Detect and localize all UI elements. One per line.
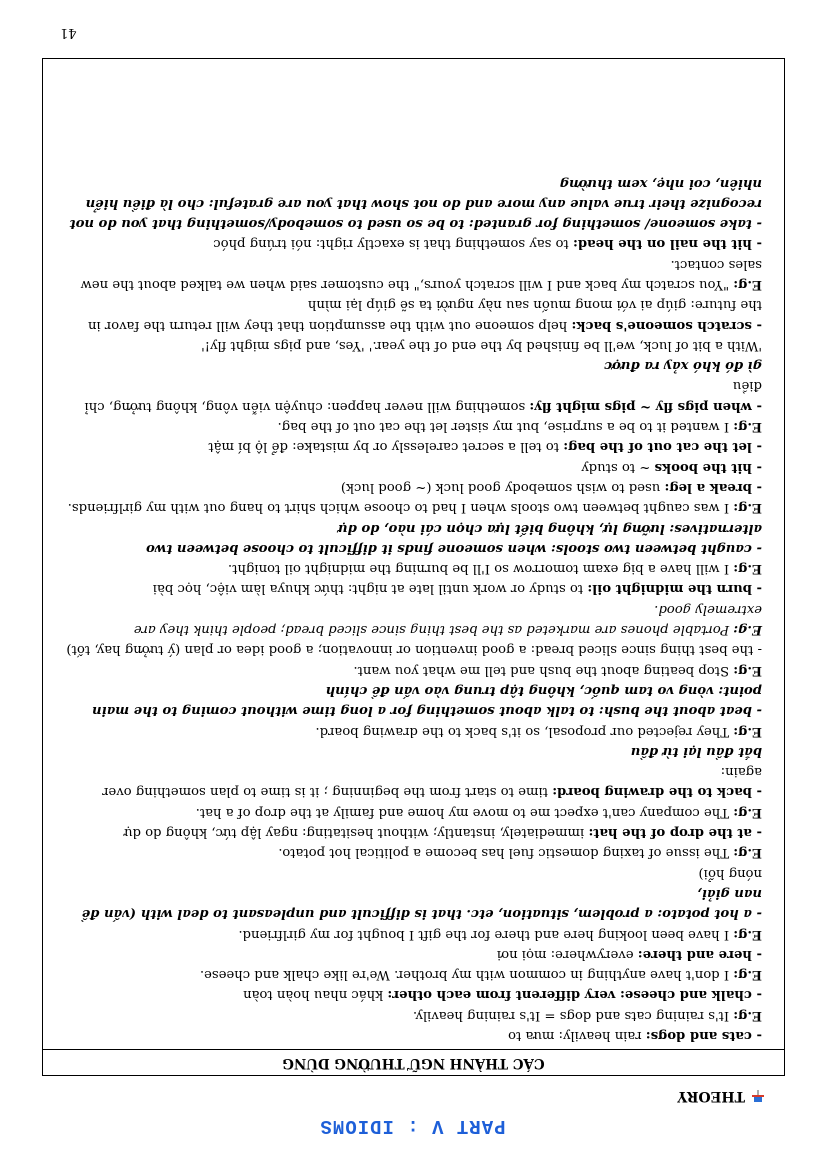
idiom-term: - back to the drawing board: xyxy=(552,784,762,800)
idiom-term: - burn the midnight oil: xyxy=(587,581,762,597)
idiom-term: - hit the books xyxy=(654,459,762,475)
example-label: E.g: xyxy=(733,662,762,678)
idiom-term: - caught between two stools: xyxy=(551,540,762,556)
idiom-text: bắt đầu lại từ đầu xyxy=(630,743,762,759)
example-label: E.g: xyxy=(733,419,762,435)
example-line xyxy=(65,964,762,984)
idiom-line xyxy=(65,477,762,497)
idiom-text: I don't have anything in common with my brother. We're like chalk and cheese. xyxy=(199,967,734,983)
idiom-list xyxy=(43,172,784,1049)
idiom-line xyxy=(65,1025,762,1045)
idiom-line xyxy=(65,883,762,924)
idiom-text: to say something that is exactly right: nói trúng phóc xyxy=(213,236,573,252)
idiom-line xyxy=(65,233,762,253)
idiom-line xyxy=(65,639,762,659)
example-line xyxy=(65,659,762,679)
idiom-term: - here and there: xyxy=(637,946,762,962)
idiom-line xyxy=(65,172,762,233)
example-label: E.g: xyxy=(733,1007,762,1023)
idiom-text: to study or work until late at night: thức khuya làm việc, học bài xyxy=(152,581,588,597)
idiom-text: help someone out with the assumption that they will return the favor in the future: giúp ai với mong muốn sau này người ta sẽ giúp lại mình xyxy=(87,297,762,333)
idiom-line xyxy=(65,598,762,639)
idiom-text: immediately, instantly; without hesitating: ngay lập tức, không do dự xyxy=(124,825,589,841)
idiom-text: I wanted it to be a surprise, but my sister let the cat out of the bag. xyxy=(277,419,734,435)
example-line xyxy=(65,801,762,821)
page-number: 41 xyxy=(60,25,77,40)
example-line xyxy=(65,416,762,436)
idiom-text: to tell a secret carelessly or by mistake: để lộ bí mật xyxy=(208,439,564,455)
example-line xyxy=(65,497,762,517)
example-line xyxy=(65,558,762,578)
part-title: PART V : IDIOMS xyxy=(319,1115,506,1137)
idiom-line xyxy=(65,822,762,842)
idiom-term: - let the cat out of the bag: xyxy=(563,439,762,455)
example-label: E.g: xyxy=(733,926,762,942)
example-line xyxy=(65,720,762,740)
example-line xyxy=(65,842,762,862)
idiom-line xyxy=(65,944,762,964)
idiom-text: The company can't expect me to move my home and family at the drop of a hat. xyxy=(195,804,734,820)
idiom-text: They rejected our proposal, so it's back to the drawing board. xyxy=(315,723,734,739)
idiom-term: - chalk and cheese: very different from each other: xyxy=(387,987,762,1003)
example-label: E.g: xyxy=(733,561,762,577)
idiom-text: a problem, situation, etc. that is difficult and unpleasant to deal with (vấn đề nan giải, xyxy=(81,885,762,922)
example-label: E.g: xyxy=(733,500,762,516)
example-label: E.g: xyxy=(733,277,762,293)
idiom-text: everywhere: mọi nơi xyxy=(496,946,638,962)
idiom-line xyxy=(65,741,762,761)
idiom-term: - cats and dogs: xyxy=(645,1028,762,1043)
idiom-text: Stop beating about the bush and tell me what you want. xyxy=(353,662,734,678)
idiom-line xyxy=(65,335,762,355)
pushpin-icon xyxy=(751,1089,765,1103)
idioms-box xyxy=(42,58,785,1076)
idiom-line xyxy=(65,517,762,558)
idiom-text: 'With a bit of luck, we'll be finished by the end of the year.' 'Yes, and pigs might fly!' xyxy=(201,337,762,353)
theory-heading xyxy=(677,1088,765,1104)
idiom-term: - at the drop of the hat: xyxy=(588,825,762,841)
idiom-term: - beat about the bush: xyxy=(598,703,762,719)
idiom-text: rain heavily: mưa to xyxy=(508,1028,646,1043)
idiom-text: to talk about something for a long time without coming to the main point: vòng vo tam quốc, không tập trung vào vấn đề chính xyxy=(92,682,762,719)
idiom-line xyxy=(65,294,762,335)
idiom-text: nóng hổi) xyxy=(698,865,762,881)
idiom-line xyxy=(65,436,762,456)
idiom-text: It's raining cats and dogs = It's raining heavily. xyxy=(412,1007,734,1023)
example-line xyxy=(65,1004,762,1024)
idiom-term: - when pigs fly ~ pigs might fly: xyxy=(529,398,762,414)
idiom-text: I was caught between two stools when I had to choose which shirt to hang out with my girlfriends. xyxy=(67,500,734,516)
example-label: E.g: xyxy=(733,845,762,861)
idiom-text: something will never happen: chuyện viễn vông, không tưởng, chỉ điều xyxy=(84,378,762,414)
example-label: E.g: xyxy=(733,723,762,739)
idiom-text: I will have a big exam tomorrow so I'll be burning the midnight oil tonight. xyxy=(227,561,734,577)
theory-label: THEORY xyxy=(677,1088,745,1104)
idiom-text: I have been looking here and there for the gift I bought for my girlfriend. xyxy=(238,926,734,942)
idiom-text: The issue of taxing domestic fuel has become a political hot potato. xyxy=(278,845,734,861)
idiom-term: - a hot potato: xyxy=(657,906,762,922)
idiom-text: used to wish somebody good luck (~ good luck) xyxy=(340,479,665,495)
idiom-term: - take someone/ something for granted: xyxy=(468,216,762,232)
idiom-term: - hit the nail on the head: xyxy=(573,236,762,252)
idiom-line xyxy=(65,984,762,1004)
idiom-line xyxy=(65,375,762,416)
idiom-text: Portable phones are marketed as the best thing since sliced bread; people think they are extremely good. xyxy=(133,601,762,638)
box-title: CÁC THÀNH NGỮ THƯỜNG DÙNG xyxy=(43,1049,784,1075)
example-line xyxy=(65,253,762,294)
idiom-text: - the best thing since sliced bread: a good invention or innovation; a good idea or plan (ý tưởng hay, tốt) xyxy=(66,642,762,658)
idiom-text: when someone finds it difficult to choose between two alternatives: lưỡng lự, không biết lựa chọn cái nào, do dự xyxy=(146,520,762,556)
idiom-line xyxy=(65,578,762,598)
idiom-line xyxy=(65,761,762,802)
idiom-line xyxy=(65,355,762,375)
idiom-line xyxy=(65,456,762,476)
idiom-text: time to start from the beginning ; it is time to plan something over again: xyxy=(102,764,762,800)
idiom-line xyxy=(65,680,762,721)
example-line xyxy=(65,923,762,943)
idiom-term: - scratch someone's back: xyxy=(571,317,762,333)
idiom-line xyxy=(65,862,762,882)
idiom-text: "You scratch my back and I will scratch yours," the customer said when we talked about the new sales contact. xyxy=(80,256,762,293)
example-label: E.g: xyxy=(733,967,762,983)
idiom-term: E.g: xyxy=(733,622,762,638)
idiom-text: khác nhau hoàn toàn xyxy=(243,987,388,1003)
idiom-text: to be so used to somebody/something that you do not recognize their true value any more and do not show that you are grateful: cho là điều hiển nhiên, coi nhẹ, xem thường xyxy=(69,175,762,232)
idiom-text: gì đó khó xảy ra được xyxy=(604,358,762,374)
idiom-text: ~ to study xyxy=(581,459,655,475)
idiom-term: - break a leg: xyxy=(664,479,762,495)
example-label: E.g: xyxy=(733,804,762,820)
